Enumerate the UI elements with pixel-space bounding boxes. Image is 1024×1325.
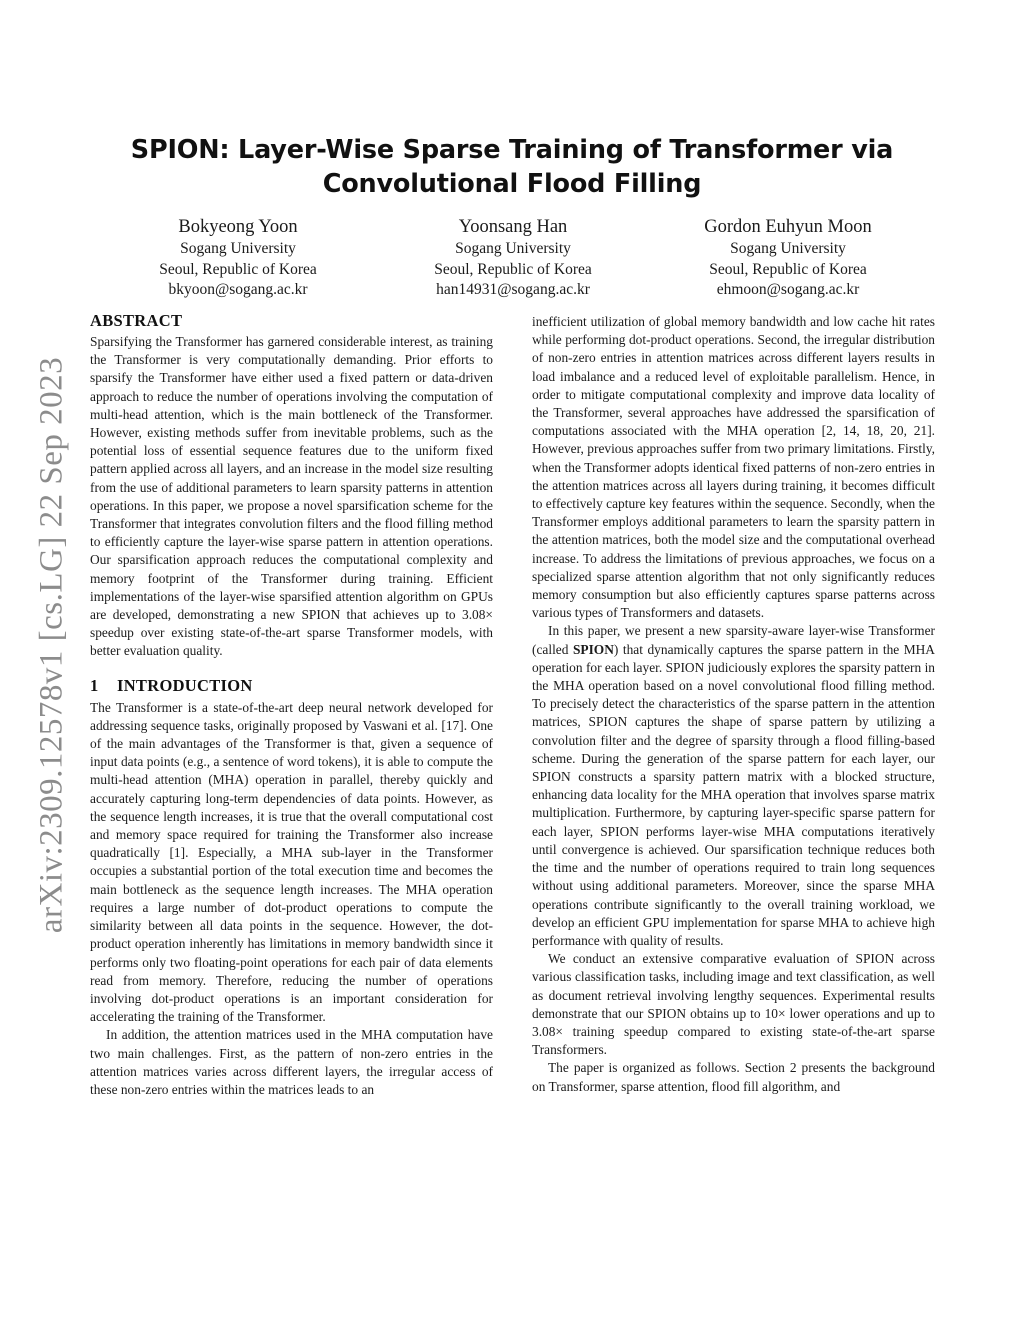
arxiv-identifier-stamp[interactable]: arXiv:2309.12578v1 [cs.LG] 22 Sep 2023 <box>33 356 70 934</box>
author-email[interactable]: bkyoon@sogang.ac.kr <box>168 281 308 298</box>
left-column <box>90 310 493 1099</box>
author-email[interactable]: han14931@sogang.ac.kr <box>436 281 590 298</box>
paper-title <box>120 133 904 201</box>
section-title: INTRODUCTION <box>117 675 253 695</box>
intro-paragraph-5: The paper is organized as follows. Section 2 presents the background on Transformer, sparse attention, flood fill algorithm, and <box>532 1060 935 1094</box>
introduction-heading <box>90 675 493 697</box>
spion-emphasis: SPION <box>572 641 614 657</box>
author-affiliation: Sogang University <box>455 240 571 257</box>
section-number: 1 <box>90 675 99 695</box>
author-affiliation: Sogang University <box>180 240 296 257</box>
intro-paragraph-1: The Transformer is a state-of-the-art deep neural network developed for addressing sequence tasks, originally proposed by Vaswani et al. [17]. One of the main advantages of the Transformer is that, given a sequence of input data points (e.g., a sentence of word tokens), it is able to compute the multi-head attention (MHA) operation in parallel, thereby quickly and accurately capturing long-term dependencies of data points. However, as the sequence length increases, it is true that the overall computational cost and memory space required for training the Transformer also increase quadratically [1]. Especially, a MHA sub-layer in the Transformer occupies a substantial portion of the total execution time and becomes the main bottleneck as the sequence length increases. The MHA operation requires a large number of dot-product operations to compute the similarity between all data points in the sequence. However, the dot-product operation inherently has limitations in memory bandwidth since it performs only two floating-point operations for each pair of data elements read from memory. Therefore, reducing the number of operations involving dot-product operations is an important consideration for accelerating the training of the Transformer. <box>90 699 493 1025</box>
author-name: Yoonsang Han <box>458 217 568 237</box>
author-name: Gordon Euhyun Moon <box>704 217 872 237</box>
intro-paragraph-4: We conduct an extensive comparative evaluation of SPION across various classification tasks, including image and text classification, as well as document retrieval involving lengthy sequences. Experimental results demonstrate that our SPION obtains up to 10× lower operations and up to 3.08× training speedup compared to existing state-of-the-art sparse Transformers. <box>532 951 935 1058</box>
intro-paragraph-3-rest: ) that dynamically captures the sparse pattern in the MHA operation for each layer. SPION judiciously explores the sparsity pattern in the MHA operation based on a novel convolutional flood filling method. To precisely detect the characteristics of the sparse pattern in the attention matrices, SPION captures the shape of sparse pattern by utilizing a convolution filter and the degree of sparsity through a flood filling-based scheme. During the generation of the sparse pattern for each layer, our SPION constructs a sparsity pattern matrix with a blocked structure, enhancing data locality for the MHA operation that involves sparse matrix multiplication. Furthermore, by capturing layer-specific sparse pattern for each layer, SPION performs layer-wise MHA computations iteratively until convergence is achieved. Our sparsification technique reduces both the time and the number of operations required to train long sequences without using additional parameters. Moreover, since the sparse MHA operations contribute significantly to the overall training workload, we develop an efficient GPU implementation for sparse MHA to achieve high performance with quality of results. <box>532 641 935 948</box>
author-location: Seoul, Republic of Korea <box>159 260 317 278</box>
abstract-heading: ABSTRACT <box>90 311 183 330</box>
intro-paragraph-2-continued: inefficient utilization of global memory bandwidth and low cache hit rates while performing dot-product operations. Second, the irregular distribution of non-zero entries in attention matrices across different layers results in load imbalance and a reduced level of exploitable parallelism. Hence, in order to mitigate computational complexity and improve data locality of the Transformer, several approaches have addressed the sparsification of computations associated with the MHA operation [2, 14, 18, 20, 21]. However, previous approaches suffer from two primary limitations. Firstly, when the Transformer adopts identical fixed patterns of non-zero entries in the attention matrices across all layers during training, it becomes difficult to effectively capture key features within the sequence. Secondly, when the Transformer employs additional parameters to learn the sparsity pattern in the attention matrices, both the model size and the computational overhead increase. To address the limitations of previous approaches, we focus on a specialized sparse attention algorithm that not only significantly reduces memory consumption but also efficiently captures sparse patterns across various types of Transformers and datasets. <box>532 314 935 621</box>
author-name: Bokyeong Yoon <box>178 217 298 237</box>
intro-paragraph-2: In addition, the attention matrices used in the MHA computation have two main challenges. First, as the pattern of non-zero entries in the attention matrices varies across different layers, the irregular access of these non-zero entries within the matrices leads to an <box>90 1027 493 1097</box>
intro-paragraph-3 <box>532 622 935 950</box>
right-column <box>532 313 935 1096</box>
author-location: Seoul, Republic of Korea <box>709 260 867 278</box>
author-location: Seoul, Republic of Korea <box>434 260 592 278</box>
paper-title-line-1: SPION: Layer-Wise Sparse Training of Transformer via <box>130 135 894 165</box>
author-email[interactable]: ehmoon@sogang.ac.kr <box>716 281 860 298</box>
abstract-text: Sparsifying the Transformer has garnered considerable interest, as training the Transformer is very computationally demanding. Prior efforts to sparsify the Transformer have either used a fixed pattern or data-driven approach to reduce the number of operations involving the computation of multi-head attention, which is the main bottleneck of the Transformer. However, existing methods suffer from inevitable problems, such as the potential loss of essential sequence features due to the uniform fixed pattern applied across all layers, and an increase in the model size resulting from the use of additional parameters to learn sparsity patterns in attention operations. In this paper, we propose a novel sparsification scheme for the Transformer that integrates convolution filters and the flood filling method to efficiently capture the layer-wise sparse pattern in attention operations. Our sparsification approach reduces the computational complexity and memory footprint of the Transformer during training. Efficient implementations of the layer-wise sparsified attention algorithm on GPUs are developed, demonstrating a new SPION that achieves up to 3.08× speedup over existing state-of-the-art sparse Transformer models, with better evaluation quality. <box>90 334 493 659</box>
author-affiliation: Sogang University <box>730 240 846 257</box>
author-block <box>653 215 923 301</box>
paper-title-line-2: Convolutional Flood Filling <box>322 169 702 199</box>
intro-paragraph-3-lead: In this paper, we present a new sparsity-aware layer-wise Transformer (called <box>532 623 935 657</box>
author-block <box>103 215 373 301</box>
author-block <box>378 215 648 301</box>
